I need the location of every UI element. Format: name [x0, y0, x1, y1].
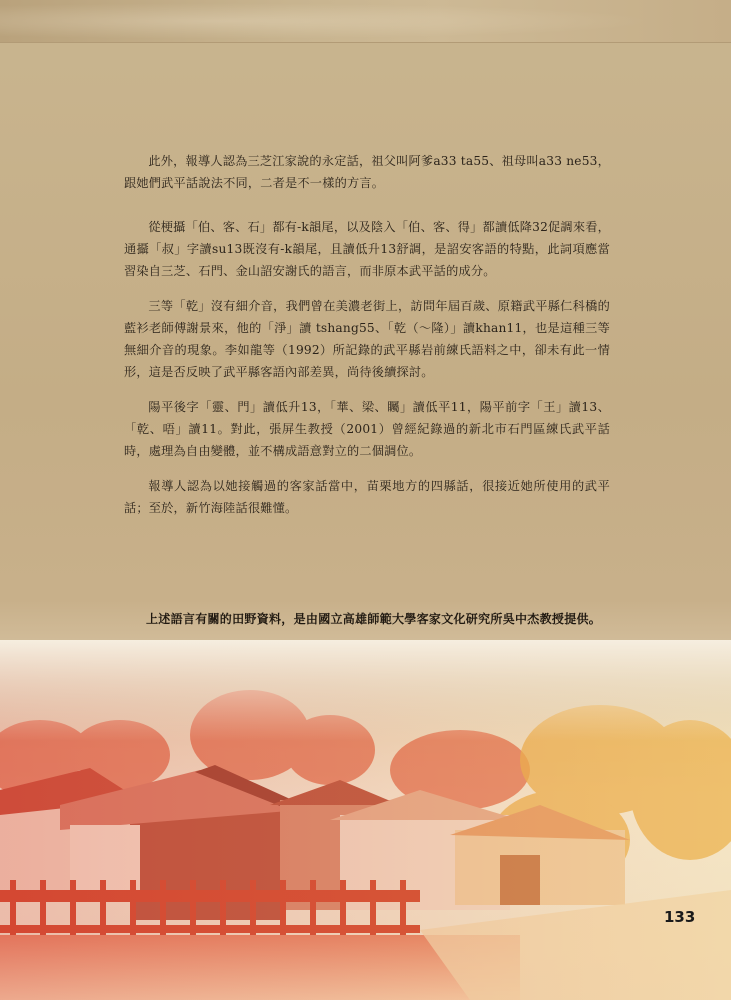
paragraph-4: 陽平後字「靈、門」讀低升13，「華、梁、矚」讀低平11，陽平前字「王」讀13、「乾、唔」讀11。對此，張屏生教授（2001）曾經紀錄過的新北市石門區練氏武平話時，處理為自由變體，並不構成語意對立的二個調位。 [124, 400, 610, 458]
paragraph-1: 此外，報導人認為三芝江家說的永定話，祖父叫阿爹a33 ta55、祖母叫a33 ne53，跟她們武平話說法不同，二者是不一樣的方言。 [124, 154, 610, 190]
paragraph-2: 從梗攝「伯、客、石」都有-k韻尾，以及陰入「伯、客、得」都讀低降32促調來看，通攝「叔」字讀su13既沒有-k韻尾，且讀低升13舒調，是詔安客語的特點，此詞項應當習染自三芝、石門、金山詔安謝氏的語言，而非原本武平話的成分。 [124, 220, 610, 278]
source-credit: 上述語言有關的田野資料，是由國立高雄師範大學客家文化研究所吳中杰教授提供。 [146, 612, 602, 626]
village-photo [0, 640, 731, 1000]
paragraph-5: 報導人認為以她接觸過的客家話當中，苗栗地方的四縣話，很接近她所使用的武平話；至於，新竹海陸話很難懂。 [124, 479, 610, 515]
header-strip [0, 0, 731, 43]
paragraph-3: 三等「乾」沒有細介音，我們曾在美濃老街上，訪問年屆百歲、原籍武平縣仁科橋的藍衫老師傅謝景來，他的「淨」讀 tshang55、「乾（～隆）」讀khan11，也是這種三等無細介音的現象。李如龍等（1992）所記錄的武平縣岩前練氏語料之中，卻未有此一情形，這是否反映了武平縣客語內部差異，尚待後續探討。 [124, 299, 610, 379]
body-text [124, 150, 610, 519]
page-number: 133 [664, 908, 696, 926]
